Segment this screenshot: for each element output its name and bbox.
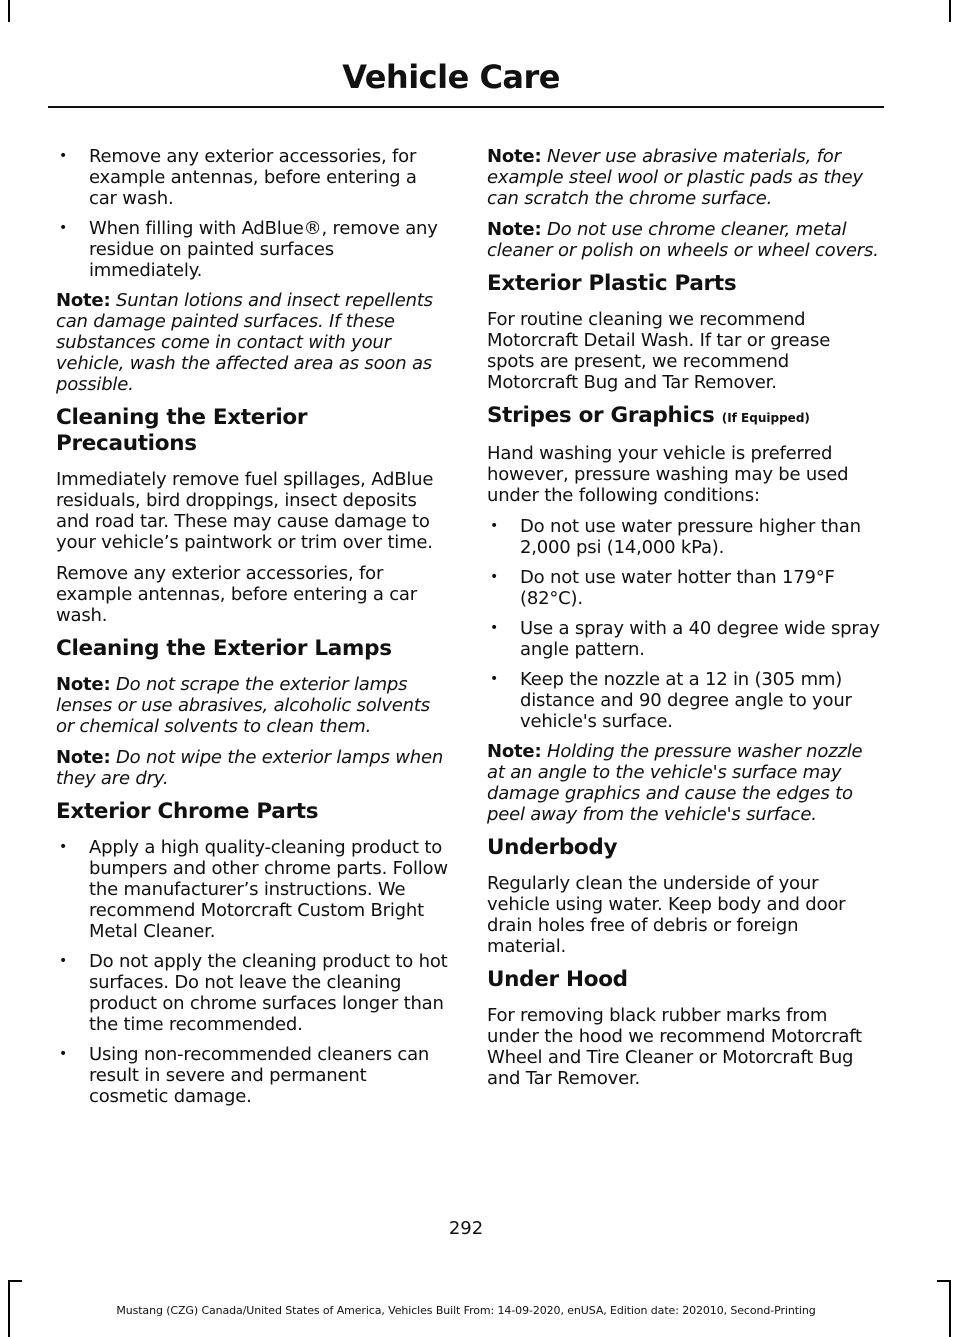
list-item: • Do not apply the cleaning product to hot surfaces. Do not leave the cleaning product on chrome surfaces longer than the time recommended.: [56, 951, 448, 1035]
note-text: Do not use chrome cleaner, metal cleaner or polish on wheels or wheel covers.: [487, 219, 879, 261]
heading-qualifier: (If Equipped): [721, 411, 810, 425]
page-number: 292: [448, 1218, 484, 1239]
heading-plastic-parts: Exterior Plastic Parts: [487, 271, 737, 296]
list-item: • Keep the nozzle at a 12 in (305 mm) distance and 90 degree angle to your vehicle's surface.: [487, 669, 880, 732]
note-pressure-nozzle: [487, 741, 880, 825]
footer-text: Mustang (CZG) Canada/United States of America, Vehicles Built From: 14-09-2020, enUSA, Edition date: 202010, Second-Printing: [116, 1304, 816, 1317]
accessory-bullet-list: [56, 146, 448, 281]
note-label: Note:: [56, 290, 111, 311]
note-chrome-cleaner: [487, 219, 880, 261]
header-rule: [48, 106, 884, 108]
paragraph: Regularly clean the underside of your vehicle using water. Keep body and door drain holes free of debris or foreign material.: [487, 873, 846, 957]
paragraph: Hand washing your vehicle is preferred however, pressure washing may be used under the following conditions:: [487, 443, 849, 506]
note-text: Suntan lotions and insect repellents can damage painted surfaces. If these substances come in contact with your vehicle, wash the affected area as soon as possible.: [56, 290, 433, 395]
note-text: Never use abrasive materials, for example steel wool or plastic pads as they can scratch the chrome surface.: [487, 146, 863, 209]
note-text: Do not wipe the exterior lamps when they are dry.: [56, 747, 444, 789]
list-item: • Apply a high quality-cleaning product to bumpers and other chrome parts. Follow the manufacturer’s instructions. We recommend Motorcraft Custom Bright Metal Cleaner.: [56, 837, 448, 942]
list-item: • Do not use water hotter than 179°F (82°C).: [487, 567, 880, 609]
crop-mark: [949, 1280, 951, 1337]
list-item: • Use a spray with a 40 degree wide spray angle pattern.: [487, 618, 880, 660]
crop-mark: [8, 1280, 22, 1282]
note-lamps-wipe: [56, 747, 448, 789]
paragraph: For routine cleaning we recommend Motorcraft Detail Wash. If tar or grease spots are present, we recommend Motorcraft Bug and Tar Remover.: [487, 309, 831, 393]
note-lamps-scrape: [56, 674, 448, 737]
pressure-wash-bullet-list: [487, 516, 880, 732]
note-label: Note:: [56, 747, 111, 768]
paragraph: For removing black rubber marks from under the hood we recommend Motorcraft Wheel and Tire Cleaner or Motorcraft Bug and Tar Remover.: [487, 1005, 862, 1089]
paragraph: Remove any exterior accessories, for example antennas, before entering a car wash.: [56, 563, 417, 626]
list-item: • Remove any exterior accessories, for example antennas, before entering a car wash.: [56, 146, 448, 209]
heading-chrome-parts: Exterior Chrome Parts: [56, 799, 319, 824]
heading-stripes-graphics: [487, 403, 880, 431]
note-label: Note:: [56, 674, 111, 695]
note-label: Note:: [487, 219, 542, 240]
list-item: • Do not use water pressure higher than 2,000 psi (14,000 kPa).: [487, 516, 880, 558]
crop-mark: [8, 0, 10, 22]
left-column: [56, 146, 448, 1116]
note-text: Holding the pressure washer nozzle at an angle to the vehicle's surface may damage graphics and cause the edges to peel away from the vehicle's surface.: [487, 741, 863, 825]
heading-exterior-lamps: Cleaning the Exterior Lamps: [56, 636, 392, 661]
crop-mark: [949, 0, 951, 22]
crop-mark: [937, 1280, 951, 1282]
list-item: • When filling with AdBlue®, remove any residue on painted surfaces immediately.: [56, 218, 448, 281]
list-item: • Using non-recommended cleaners can result in severe and permanent cosmetic damage.: [56, 1044, 448, 1107]
heading-exterior-precautions: Cleaning the Exterior Precautions: [56, 405, 308, 456]
heading-text: Stripes or Graphics: [487, 403, 715, 428]
chrome-bullet-list: [56, 837, 448, 1107]
heading-under-hood: Under Hood: [487, 967, 628, 992]
note-suntan: [56, 290, 448, 395]
note-abrasive: [487, 146, 880, 209]
right-column: [487, 146, 880, 1099]
paragraph: Immediately remove fuel spillages, AdBlue residuals, bird droppings, insect deposits and road tar. These may cause damage to your vehicle’s paintwork or trim over time.: [56, 469, 434, 553]
note-text: Do not scrape the exterior lamps lenses or use abrasives, alcoholic solvents or chemical solvents to clean them.: [56, 674, 430, 737]
heading-underbody: Underbody: [487, 835, 618, 860]
page-title: Vehicle Care: [342, 58, 560, 96]
note-label: Note:: [487, 741, 542, 762]
note-label: Note:: [487, 146, 542, 167]
